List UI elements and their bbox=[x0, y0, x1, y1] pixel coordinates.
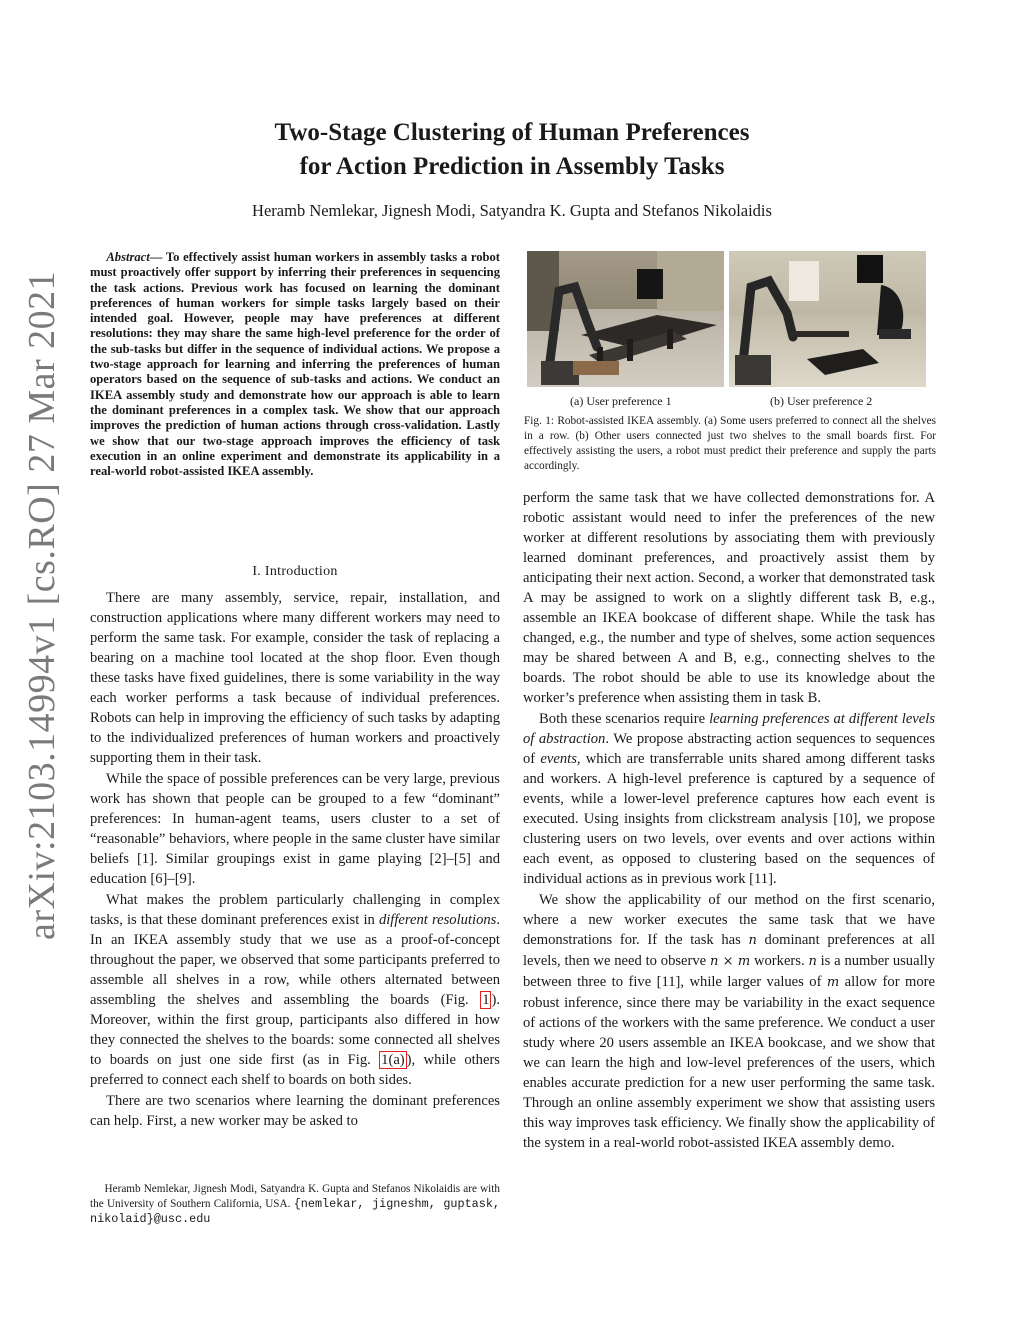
paragraph-text: workers. bbox=[750, 953, 809, 969]
figure-subcaption-a: (a) User preference 1 bbox=[570, 394, 672, 408]
paragraph-text: is a number usually between three to five [11], while larger values of bbox=[523, 953, 935, 990]
author-affiliation-footnote bbox=[90, 1182, 500, 1227]
paragraph-text: What makes the problem particularly challenging in complex tasks, is that these dominant preferences exist in bbox=[90, 892, 500, 928]
arxiv-identifier-stamp: arXiv:2103.14994v1 [cs.RO] 27 Mar 2021 bbox=[21, 270, 63, 940]
math-expression: n × m bbox=[709, 954, 751, 969]
abstract-body: To effectively assist human workers in assembly tasks a robot must proactively offer support by inferring their preferences in sequencing the task actions. Previous work has focused on learning the dominant preferences of human workers for simple tasks largely based on their intended goal. However, people may have preferences at different resolutions: they may share the same high-level preference for the order of the sub-tasks but differ in the sequence of individual actions. We propose a two-stage approach for learning and inferring the preferences of human operators based on the sequence of sub-tasks and actions. We conduct an IKEA assembly study and demonstrate how our approach is able to learn the dominant preferences in a complex task. We show that our approach improves the prediction of human actions through cross-validation. Lastly we show that our two-stage approach improves the efficiency of task execution in an online experiment and demonstrate its applicability in a real-world robot-assisted IKEA assembly. bbox=[90, 250, 501, 479]
figure-ref-link[interactable]: 1 bbox=[482, 992, 490, 1008]
paragraph-text: . In an IKEA assembly study that we use as a proof-of-concept throughout the paper, we observed that some participants preferred to assemble all shelves in a row, while others alternated between assembling the shelves and assembling the boards (Fig. bbox=[90, 912, 500, 1008]
intro-paragraph-3 bbox=[90, 890, 500, 1090]
right-paragraph-2 bbox=[523, 709, 935, 889]
emphasis-text: different resolutions bbox=[378, 912, 497, 928]
math-symbol: n bbox=[748, 933, 757, 948]
emphasis-text: learning preferences at different levels of abstraction bbox=[523, 711, 935, 747]
right-column-body bbox=[523, 488, 935, 1154]
paragraph-text: ), while others preferred to connect each shelf to boards on both sides. bbox=[90, 1052, 500, 1088]
photo-user-preference-2 bbox=[729, 251, 926, 387]
math-symbol: m bbox=[826, 975, 840, 990]
paragraph-text: , which are transferrable units shared among different tasks and workers. A high-level preference is captured by a sequence of events, while a lower-level preference captures how each event is executed. Using insights from clickstream analysis [10], we propose clustering users on two levels, over events and over actions within each event, as opposed to clustering based on the sequences of individual actions as in previous work [11]. bbox=[523, 751, 935, 887]
title-line-1: Two-Stage Clustering of Human Preferences bbox=[274, 119, 750, 146]
title-line-2: for Action Prediction in Assembly Tasks bbox=[299, 153, 725, 180]
abstract-label: Abstract bbox=[106, 250, 150, 264]
abstract-dash: — bbox=[149, 250, 163, 264]
paper-title bbox=[0, 116, 1024, 184]
paragraph-text: . We propose abstracting action sequences to sequences of bbox=[523, 731, 935, 767]
figure-ref-link[interactable]: 1(a) bbox=[381, 1052, 405, 1068]
paragraph-text: We show the applicability of our method on the first scenario, where a new worker executes the same task that we have demonstrations for. If the task has bbox=[523, 892, 935, 948]
abstract bbox=[90, 250, 500, 479]
emphasis-text: events bbox=[540, 751, 577, 767]
section-heading-introduction: I. Introduction bbox=[252, 564, 338, 579]
figure-1-caption: Fig. 1: Robot-assisted IKEA assembly. (a) Some users preferred to connect all the shelves in a row. (b) Other users connected just two shelves to the small boards first. For effectively assisting the users, a robot must predict their preference and supply the parts accordingly. bbox=[524, 415, 936, 472]
intro-paragraph-1: There are many assembly, service, repair, installation, and construction applications where many different workers may need to perform the same task. For example, consider the task of replacing a bearing on a machine tool located at the shop floor. Even though these tasks have fixed guidelines, there is some variability in the way each worker performs a task because of individual preferences. Robots can help in improving the efficiency of such tasks by adapting to the individualized preferences of human workers and proactively supporting them in their task. bbox=[90, 590, 500, 766]
footnote-emails: {nemlekar, jigneshm, guptask, nikolaid}@usc.edu bbox=[90, 1197, 500, 1226]
right-paragraph-1: perform the same task that we have collected demonstrations for. A robotic assistant would need to infer the preferences of the new worker at different resolutions by associating them with previously learned dominant preferences, and proactively assist them by anticipating their next action. Second, a worker that demonstrated task A may be assigned to work on a slightly different task B, e.g., assemble an IKEA bookcase of different shape. While the task has changed, e.g., the number and type of shelves, some action sequences may be shared between A and B, e.g., connecting shelves to the boards. The robot should be able to use its knowledge about the worker’s preference when assisting them in task B. bbox=[523, 490, 935, 706]
photo-user-preference-1 bbox=[527, 251, 724, 387]
figure-subcaption-b: (b) User preference 2 bbox=[770, 394, 873, 408]
intro-paragraph-2: While the space of possible preferences can be very large, previous work has shown that people can be grouped to a few “dominant” preferences: In human-agent teams, users cluster to a set of “reasonable” behaviors, where people in the same cluster have similar beliefs [1]. Similar groupings exist in game playing [2]–[5] and education [6]–[9]. bbox=[90, 771, 500, 887]
intro-paragraph-4: There are two scenarios where learning the dominant preferences can help. First, a new worker may be asked to bbox=[90, 1093, 500, 1129]
paragraph-text: Both these scenarios require bbox=[539, 711, 710, 727]
footnote-text: Heramb Nemlekar, Jignesh Modi, Satyandra K. Gupta and Stefanos Nikolaidis are with the University of Southern California, USA. bbox=[90, 1183, 500, 1210]
author-list: Heramb Nemlekar, Jignesh Modi, Satyandra K. Gupta and Stefanos Nikolaidis bbox=[252, 201, 772, 220]
paragraph-text: allow for more robust inference, since there may be variability in the exact sequence of actions of the workers with the same preference. We conduct a user study where 20 users assemble an IKEA bookcase, and we show that we can learn the high and low-level preferences of the users, which enables accurate prediction for a new user performing the same task. Through an online assembly experiment we show that assisting users this way improves task efficiency. We finally show the applicability of the system in a real-world robot-assisted IKEA assembly demo. bbox=[523, 974, 935, 1151]
right-paragraph-3 bbox=[523, 890, 935, 1153]
math-symbol: n bbox=[808, 954, 817, 969]
figure-1 bbox=[527, 251, 926, 387]
paragraph-text: dominant preferences at all levels, then we need to observe bbox=[523, 932, 935, 969]
paragraph-text: ). Moreover, within the first group, participants also differed in how they connected the shelves to the boards: some connected all shelves to boards on just one side first (as in Fig. bbox=[90, 992, 500, 1068]
left-column-body bbox=[90, 588, 500, 1132]
